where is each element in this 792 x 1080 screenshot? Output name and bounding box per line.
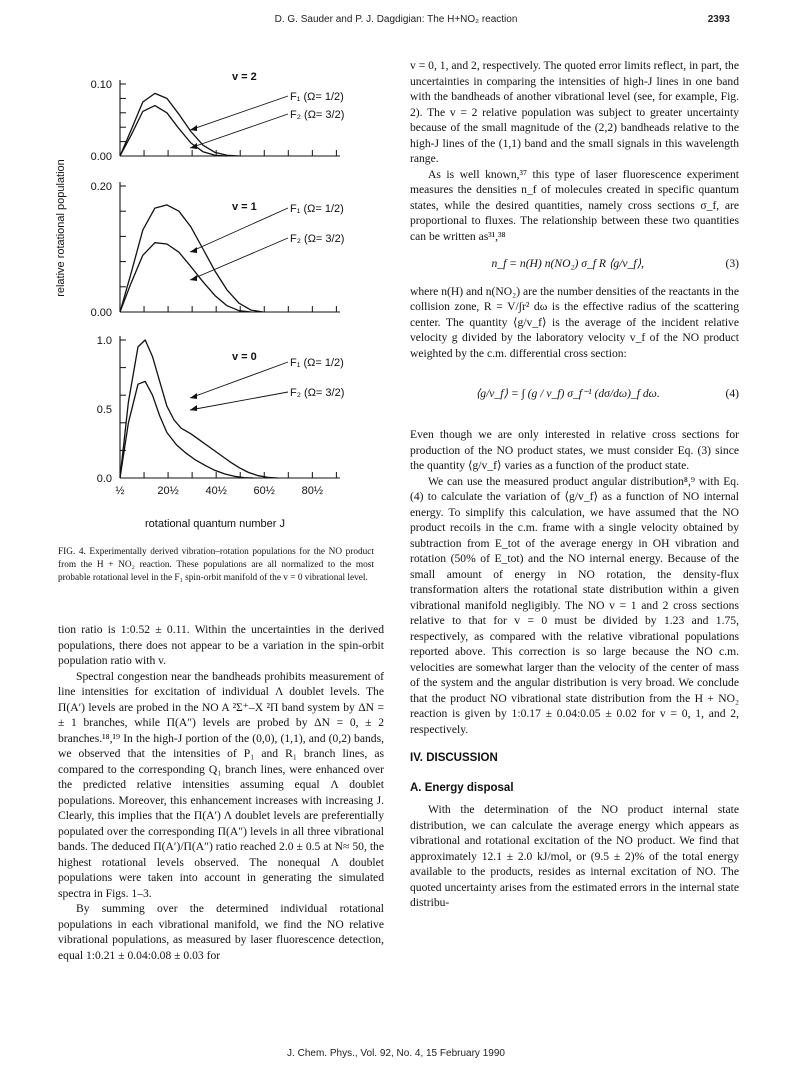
series-annotation: F₁ (Ω= 1/2) xyxy=(290,203,344,215)
annotation-arrow xyxy=(190,208,288,252)
population-chart xyxy=(50,58,370,538)
equation-3-number: (3) xyxy=(725,257,739,270)
y-tick-label: 0.5 xyxy=(96,404,112,416)
annotation-arrow xyxy=(190,392,288,410)
paragraph: tion ratio is 1:0.52 ± 0.11. Within the uncertainties in the derived populations, there does not appear to be a variation in the spin-orbit population ratio with v. xyxy=(58,623,384,667)
y-tick-label: 0.00 xyxy=(90,307,112,319)
series-annotation: F₁ (Ω= 1/2) xyxy=(290,357,344,369)
paragraph: v = 0, 1, and 2, respectively. The quoted error limits reflect, in part, the uncertainties in comparing the intensities of high-J lines in one band with the bandheads of another vibrational level (see, for example, Fig. 2). The v = 2 relative population was subject to greater uncertainty because of the small magnitude of the (2,2) bandheads relative to the high-J lines of the (1,1) band and the small signals in this wavelength range. xyxy=(410,59,739,165)
series-line xyxy=(120,106,227,156)
paragraph: As is well known,³⁷ this type of laser fluorescence experiment measures the densities n_f of molecules created in specific quantum states, while the desired quantities, namely cross sections σ_f, are proportional to fluxes. The relationship between these two quantities can be written as³¹,³⁸ xyxy=(410,167,739,243)
equation-4-body: ⟨g/v_f⟩ = ∫ (g / v_f) σ_f⁻¹ (dσ/dω)_f dω. xyxy=(475,387,660,401)
section-heading: IV. DISCUSSION xyxy=(410,752,498,764)
x-tick-label: 60½ xyxy=(253,485,275,497)
arrowhead xyxy=(190,275,197,281)
paragraph: where n(H) and n(NO₂) are the number densities of the reactants in the collision zone, R = V/∫r² dω is the effective radius of the scattering center. The quantity ⟨g/v_f⟩ is the average of the incident relative velocity g divided by the laboratory velocity v_f of the NO product weighted by the c.m. differential cross section: xyxy=(410,284,739,360)
annotation-arrow xyxy=(190,96,288,130)
arrowhead xyxy=(190,125,197,131)
panel-label: v = 1 xyxy=(232,201,257,213)
series-annotation: F₂ (Ω= 3/2) xyxy=(290,387,345,399)
x-tick-label: ½ xyxy=(115,485,125,497)
figure-caption: FIG. 4. Experimentally derived vibration–rotation populations for the NO product from the H + NO₂ reaction. These populations are all normalized to the most probable rotational level in the F₁ spin-orbit manifold of the v = 0 vibrational level. xyxy=(58,547,374,583)
arrowhead xyxy=(190,393,197,399)
y-tick-label: 0.0 xyxy=(96,473,112,485)
right-column xyxy=(410,58,739,911)
paragraph: With the determination of the NO product internal state distribution, we can calculate the average energy which appears as vibrational and rotational excitation of the NO product. We find that approximately 12.1 ± 2.0 kJ/mol, or (9.5 ± 2)% of the total energy available to the products, resides as internal excitation of NO. The quoted uncertainty arises from the estimated errors in the internal state distribu- xyxy=(410,803,739,909)
equation-3 xyxy=(410,256,739,272)
y-tick-label: 1.0 xyxy=(96,335,112,347)
subsection-heading: A. Energy disposal xyxy=(410,781,514,794)
series-line xyxy=(120,243,251,312)
paragraph: Spectral congestion near the bandheads prohibits measurement of line intensities for excitation of individual Λ doublet levels. The Π(A′) levels are probed in the NO A ²Σ⁺–X ²Π band system by ΔN = ± 1 branches, while Π(A″) levels are probed by ΔN = 0, ± 2 branches.¹⁸,¹⁹ In the high-J portion of the (0,0), (1,1), and (0,2) bands, we observed that the intensities of P₁ and R₁ branch lines, as compared to the corresponding Q₁ branch lines, were enhanced over the predicted relative intensities assuming equal Λ doublet populations. Moreover, this enhancement increases with increasing J. Clearly, this implies that the Π(A′) Λ doublet levels are preferentially populated over the corresponding Π(A″) levels in all three vibrational bands. The deduced Π(A′)/Π(A″) ratio reached 2.0 ± 0.5 at N≈ 50, the highest rotational levels observed. The nonequal Λ doublet populations were taken into account in generating the simulated spectra in Figs. 1–3. xyxy=(58,669,384,900)
x-tick-label: 40½ xyxy=(205,485,227,497)
x-tick-label: 20½ xyxy=(157,485,179,497)
series-annotation: F₁ (Ω= 1/2) xyxy=(290,91,344,103)
y-tick-label: 0.20 xyxy=(90,181,112,193)
paragraph: We can use the measured product angular distribution⁸,⁹ with Eq. (4) to calculate the variation of ⟨g/v_f⟩ as a function of NO internal energy. To simplify this calculation, we have assumed that the NO product recoils in the c.m. frame with a single velocity obtained by subtraction from E_tot of the average energy in OH vibration and rotation (50% of E_tot) and the NO internal energy. Because of the small amount of energy in NO rotation, the density-flux transformation alters the rotational state distribution within a given vibrational manifold negligibly. The NO v = 1 and 2 cross sections relative to that for v = 0 must be divided by 1.23 and 1.75, respectively, as compared with the relative vibrational populations reported above. This correction is so large because the NO c.m. velocities are somewhat larger than the velocity of the center of mass of the system and the angular distribution is very broad. We conclude that the product NO vibrational state distribution from the H + NO₂ reaction is given by 1:0.17 ± 0.04:0.05 ± 0.02 for v = 0, 1, and 2, respectively. xyxy=(410,474,739,736)
series-line xyxy=(120,93,239,156)
y-axis-label: relative rotational population xyxy=(55,159,67,297)
paragraph: Even though we are only interested in relative cross sections for production of the NO product states, we must consider Eq. (3) since the quantity ⟨g/v_f⟩ varies as a function of the product state. xyxy=(410,428,739,472)
running-title: D. G. Sauder and P. J. Dagdigian: The H+NO₂ reaction xyxy=(274,14,518,25)
y-tick-label: 0.10 xyxy=(90,79,112,91)
annotation-arrow xyxy=(190,114,288,148)
panel-label: v = 0 xyxy=(232,351,257,363)
left-column xyxy=(58,622,384,963)
equation-4-number: (4) xyxy=(725,387,739,401)
series-annotation: F₂ (Ω= 3/2) xyxy=(290,233,345,245)
annotation-arrow xyxy=(190,362,288,398)
y-tick-label: 0.00 xyxy=(90,151,112,163)
equation-3-body: n_f = n(H) n(NO₂) σ_f R ⟨g/v_f⟩, xyxy=(491,257,644,270)
annotation-arrow xyxy=(190,238,288,280)
panel-label: v = 2 xyxy=(232,71,257,83)
x-axis-label: rotational quantum number J xyxy=(144,518,286,530)
paragraph: By summing over the determined individual rotational populations in each vibrational manifold, we find the NO relative vibrational populations, as measured by laser fluorescence detection, equal 1:0.21 ± 0.04:0.08 ± 0.03 for xyxy=(58,902,384,962)
page-number: 2393 xyxy=(707,14,730,25)
arrowhead xyxy=(190,405,197,411)
journal-footer: J. Chem. Phys., Vol. 92, No. 4, 15 February 1990 xyxy=(287,1048,505,1059)
equation-4 xyxy=(410,379,739,409)
arrowhead xyxy=(190,247,197,253)
series-annotation: F₂ (Ω= 3/2) xyxy=(290,109,345,121)
figure-4 xyxy=(50,58,370,538)
x-tick-label: 80½ xyxy=(301,485,324,497)
